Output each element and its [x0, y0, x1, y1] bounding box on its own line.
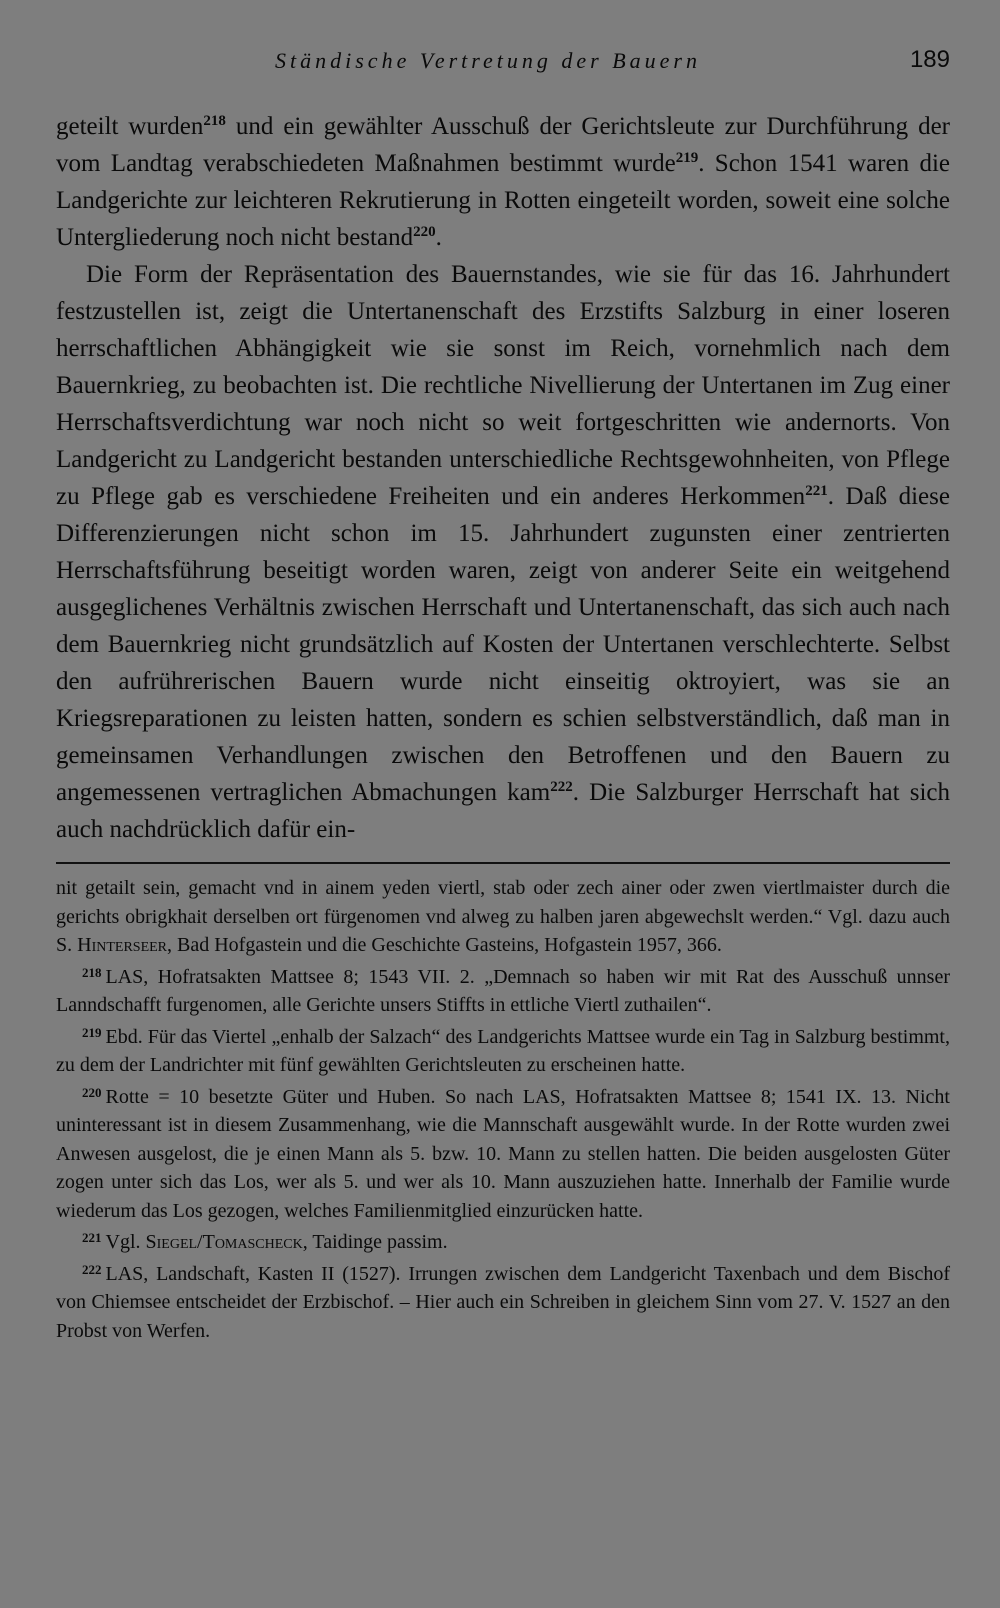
- author-name: Hinterseer: [77, 934, 168, 956]
- footnote-ref-221: 221: [805, 483, 828, 499]
- footnote-ref-222: 222: [550, 779, 573, 795]
- footnote-ref-218: 218: [203, 113, 226, 129]
- footnote-222: $^{222}$ LAS, Landschaft, Kasten II (1527). Irrungen zwischen dem Landgericht Taxenbach und dem Bischof von Chiemsee entscheidet der Erzbischof. – Hier auch ein Schreiben in gleichem Sinn vom 27. V. 1527 an den Probst von Werfen.: [56, 1261, 950, 1342]
- footnote-number: 222: [82, 1261, 102, 1277]
- paragraph-2: Die Form der Repräsentation des Bauernstandes, wie sie für das 16. Jahrhundert festzustellen ist, zeigt die Untertanenschaft des Erzstifts Salzburg in einer loseren herrschaftlichen Abhängigkeit wie sie sonst im Reich, vornehmlich nach dem Bauernkrieg, zu beobachten ist. Die rechtliche Nivellierung der Untertanen im Zug einer Herrschaftsverdichtung war noch nicht so weit fortgeschritten wie andernorts. Von Landgericht zu Landgericht bestanden unterschiedliche Rechtsgewohnheiten, von Pflege zu Pflege gab es verschiedene Freiheiten und ein anderes Herkommen$^{221}$. Daß diese Differenzierungen nicht schon im 15. Jahrhundert zugunsten einer zentrierten Herrschaftsführung beseitigt worden waren, zeigt von anderer Seite ein weitgehend ausgeglichenes Verhältnis zwischen Herrschaft und Untertanenschaft, das sich auch nach dem Bauernkrieg nicht grundsätzlich auf Kosten der Untertanen verschlechterte. Selbst den aufrührerischen Bauern wurde nicht einseitig oktroyiert, was sie an Kriegsreparationen zu leisten hatten, sondern es schien selbstverständlich, daß man in gemeinsamen Verhandlungen zwischen den Betroffenen und den Bauern zu angemessenen vertraglichen Abmachungen kam$^{222}$. Die Salzburger Herrschaft hat sich auch nachdrücklich dafür ein-: [56, 261, 950, 843]
- footnote-continuation: nit getailt sein, gemacht vnd in ainem yeden viertl, stab oder zech ainer oder zwen viertlmaister durch die gerichts obrigkhait derselben ort fürgenomen vnd alweg zu halben jaren abgewechslt werden.“ Vgl. dazu auch S. Hinterseer, Bad Hofgastein und die Geschichte Gasteins, Hofgastein 1957, 366.: [56, 877, 950, 956]
- footnote-ref-219: 219: [675, 150, 699, 166]
- footnote-219: $^{219}$ Ebd. Für das Viertel „enhalb der Salzach“ des Landgerichts Mattsee wurde ein Tag in Salzburg bestimmt, zu dem der Landrichter mit fünf gewählten Gerichtsleuten zu erscheinen hatte.: [56, 1024, 950, 1076]
- footnote-divider: [56, 862, 950, 864]
- footnotes: [56, 874, 950, 1345]
- paragraph-1: geteilt wurden$^{218}$ und ein gewählter Ausschuß der Gerichtsleute zur Durchführung der vom Landtag verabschiedeten Maßnahmen bestimmt wurde$^{219}$. Schon 1541 waren die Landgerichte zur leichteren Rekrutierung in Rotten eingeteilt worden, soweit eine solche Untergliederung noch nicht bestand$^{220}$.: [56, 113, 950, 251]
- footnote-number: 220: [82, 1084, 102, 1100]
- footnote-number: 218: [82, 964, 102, 980]
- footnote-number: 221: [82, 1230, 102, 1245]
- page-header: [56, 44, 950, 96]
- footnote-220: $^{220}$ Rotte = 10 besetzte Güter und Huben. So nach LAS, Hofratsakten Mattsee 8; 1541 IX. 13. Nicht uninteressant ist in diesem Zusammenhang, wie die Mannschaft ausgewählt wurde. In der Rotte wurden zwei Anwesen ausgelost, die je einen Mann als 5. bzw. 10. Mann zu stellen hatten. Die beiden ausgelosten Güter zogen unter sich das Los, wer als 5. und wer als 10. Mann auszuziehen hatte. Innerhalb der Familie wurde wiederum das Los gezogen, welches Familienmitglied einzurücken hatte.: [56, 1084, 950, 1222]
- footnote-218: $^{218}$ LAS, Hofratsakten Mattsee 8; 1543 VII. 2. „Demnach so haben wir mit Rat des Ausschuß unnser Lanndschafft furgenomen, alle Gerichte unsers Stiffts in ettliche Viertl zuthailen“.: [56, 964, 950, 1016]
- footnote-221: $^{221}$ Vgl. Siegel/Tomascheck, Taidinge passim.: [82, 1230, 448, 1253]
- footnote-number: 219: [82, 1024, 102, 1040]
- page-number: 189: [909, 46, 950, 73]
- running-title: Ständische Vertretung der Bauern: [275, 48, 701, 73]
- footnote-ref-220: 220: [413, 224, 436, 240]
- author-name: Siegel/Tomascheck: [145, 1231, 303, 1253]
- main-text: [56, 108, 950, 848]
